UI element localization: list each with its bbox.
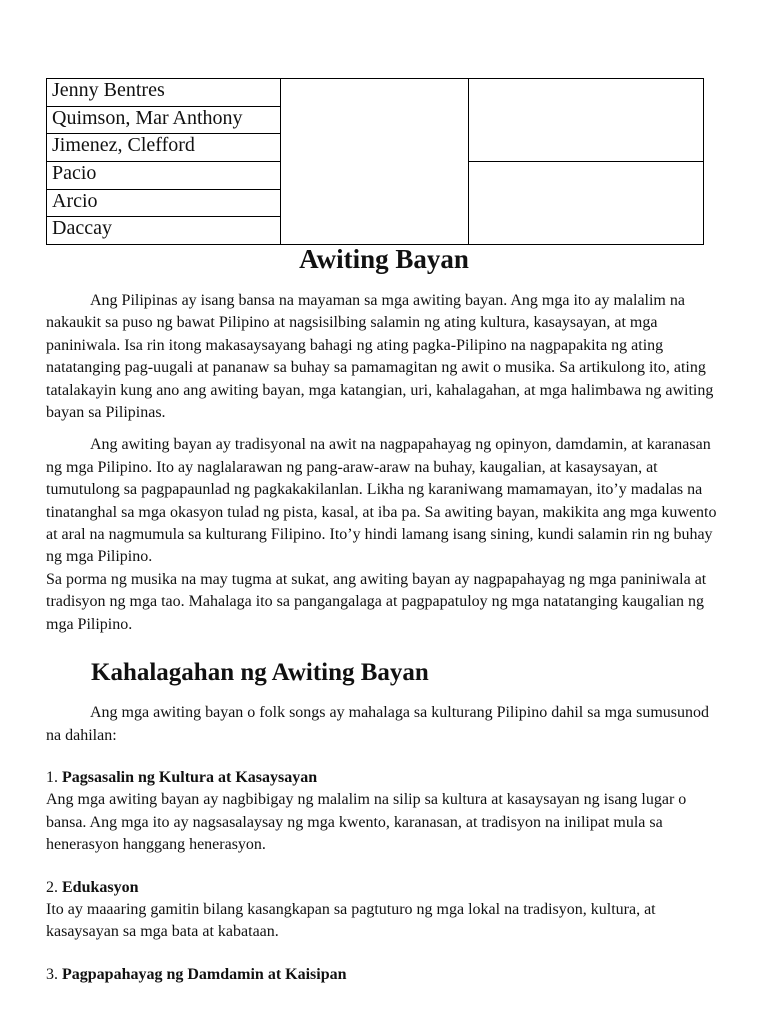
member-name: Quimson, Mar Anthony	[47, 106, 281, 134]
section-title: Kahalagahan ng Awiting Bayan	[91, 659, 429, 687]
group-members-table	[46, 78, 704, 245]
list-item-title: Pagsasalin ng Kultura at Kasaysayan	[58, 768, 318, 786]
intro-paragraph: Ang awiting bayan ay tradisyonal na awit na nagpapahayag ng opinyon, damdamin, at karanasan ng mga Pilipino. Ito ay naglalarawan ng pang-araw-araw na buhay, kaugalian, at kasaysayan, at tumutulong sa pagpapaunlad ng pagkakakilanlan. Likha ng karaniwang mamamayan, ito’y madalas na tinatanghal sa mga okasyon tulad ng pista, kasal, at iba pa. Sa awiting bayan, makikita ang mga kuwento at aral na nagmumula sa kulturang Filipino. Ito’y hindi lamang isang sining, kundi salamin rin ng buhay ng mga Pilipino.	[46, 436, 717, 566]
list-item-heading	[46, 767, 726, 789]
list-item-body: Ang mga awiting bayan ay nagbibigay ng malalim na silip sa kultura at kasaysayan ng isang lugar o bansa. Ang mga ito ay nagsasalaysay ng mga kwento, karanasan, at tradisyon na inilipat mula sa henerasyon hanggang henerasyon.	[46, 791, 687, 854]
document-body	[46, 290, 726, 986]
empty-cell	[469, 79, 704, 162]
list-item-body: Ito ay maaaring gamitin bilang kasangkapan sa pagtuturo ng mga lokal na tradisyon, kultura, at kasaysayan sa mga bata at kabataan.	[46, 900, 656, 941]
list-item-number: 2.	[46, 878, 62, 896]
intro-paragraph: Ang Pilipinas ay isang bansa na mayaman sa mga awiting bayan. Ang mga ito ay malalim na nakaukit sa puso ng bawat Pilipino at nagsisilbing salamin ng ating kultura, kasaysayan, at mga paniniwala. Isa rin itong makasaysayang bahagi ng ating pagka-Pilipino na nagpapakita ng ating natatanging pag-uugali at pananaw sa buhay sa pamamagitan ng awit o musika. Sa artikulong ito, ating tatalakayin kung ano ang awiting bayan, mga katangian, uri, kahalagahan, at mga halimbawa ng awiting bayan sa Pilipinas.	[46, 292, 714, 422]
list-item-title: Pagpapahayag ng Damdamin at Kaisipan	[62, 965, 347, 983]
list-item-number: 1.	[46, 768, 58, 786]
member-name: Jimenez, Clefford	[47, 134, 281, 162]
list-item-heading	[46, 964, 726, 986]
section-intro: Ang mga awiting bayan o folk songs ay mahalaga sa kulturang Pilipino dahil sa mga sumusunod na dahilan:	[46, 704, 710, 744]
member-name: Pacio	[47, 162, 281, 190]
page-title: Awiting Bayan	[299, 244, 469, 274]
empty-cell	[469, 162, 704, 245]
member-name: Arcio	[47, 189, 281, 217]
member-name: Jenny Bentres	[47, 79, 281, 107]
list-item-number: 3.	[46, 965, 62, 983]
empty-cell	[281, 79, 469, 245]
list-item-title: Edukasyon	[62, 878, 139, 896]
member-name: Daccay	[47, 217, 281, 245]
list-item-heading	[46, 877, 726, 899]
intro-paragraph: Sa porma ng musika na may tugma at sukat, ang awiting bayan ay nagpapahayag ng mga paniniwala at tradisyon ng mga tao. Mahalaga ito sa pangangalaga at pagpapatuloy ng mga natatanging kaugalian ng mga Pilipino.	[46, 570, 707, 633]
